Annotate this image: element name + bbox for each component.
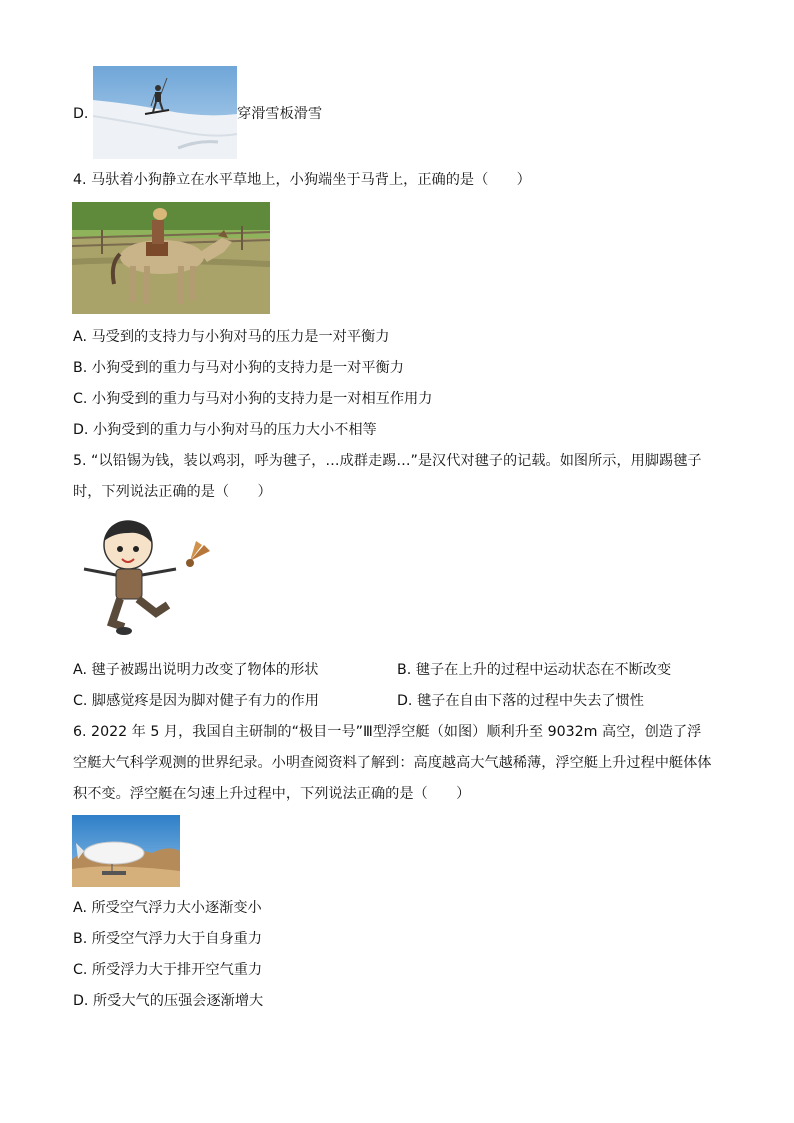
q5-stem-line1: 5. “以铅锡为钱，装以鸡羽，呼为毽子，…成群走踢…”是汉代对毽子的记载。如图所示，用脚踢毽子 (73, 453, 702, 469)
airship-image (72, 815, 180, 887)
q3-option-d-label: D. (73, 106, 89, 122)
q6-option-d: D. 所受大气的压强会逐渐增大 (73, 993, 264, 1009)
q5-option-a: A. 毽子被踢出说明力改变了物体的形状 (73, 662, 319, 678)
q5-option-d: D. 毽子在自由下落的过程中失去了惯性 (397, 693, 644, 709)
q4-option-c: C. 小狗受到的重力与马对小狗的支持力是一对相互作用力 (73, 391, 433, 407)
skiing-image (93, 66, 237, 159)
q3-option-d-text: 穿滑雪板滑雪 (237, 106, 323, 122)
q4-option-a: A. 马受到的支持力与小狗对马的压力是一对平衡力 (73, 329, 390, 345)
q6-option-c: C. 所受浮力大于排开空气重力 (73, 962, 263, 978)
q6-stem-line2: 空艇大气科学观测的世界纪录。小明查阅资料了解到：高度越高大气越稀薄，浮空艇上升过程中艇体体 (73, 755, 712, 771)
q6-option-b: B. 所受空气浮力大于自身重力 (73, 931, 263, 947)
q6-option-a: A. 所受空气浮力大小逐渐变小 (73, 900, 262, 916)
q5-option-c: C. 脚感觉疼是因为脚对健子有力的作用 (73, 693, 319, 709)
q6-stem-line3: 积不变。浮空艇在匀速上升过程中，下列说法正确的是（ ） (73, 786, 471, 802)
q6-stem-line1: 6. 2022 年 5 月，我国自主研制的“极目一号”Ⅲ型浮空艇（如图）顺利升至 9032m 高空，创造了浮 (73, 724, 702, 740)
q4-stem: 4. 马驮着小狗静立在水平草地上，小狗端坐于马背上，正确的是（ ） (73, 172, 531, 188)
q4-option-b: B. 小狗受到的重力与马对小狗的支持力是一对平衡力 (73, 360, 404, 376)
q5-option-b: B. 毽子在上升的过程中运动状态在不断改变 (397, 662, 672, 678)
q4-option-d: D. 小狗受到的重力与小狗对马的压力大小不相等 (73, 422, 377, 438)
horse-dog-image (72, 202, 270, 314)
q5-stem-line2: 时，下列说法正确的是（ ） (73, 484, 272, 500)
boy-kicking-shuttlecock-image (72, 515, 216, 643)
